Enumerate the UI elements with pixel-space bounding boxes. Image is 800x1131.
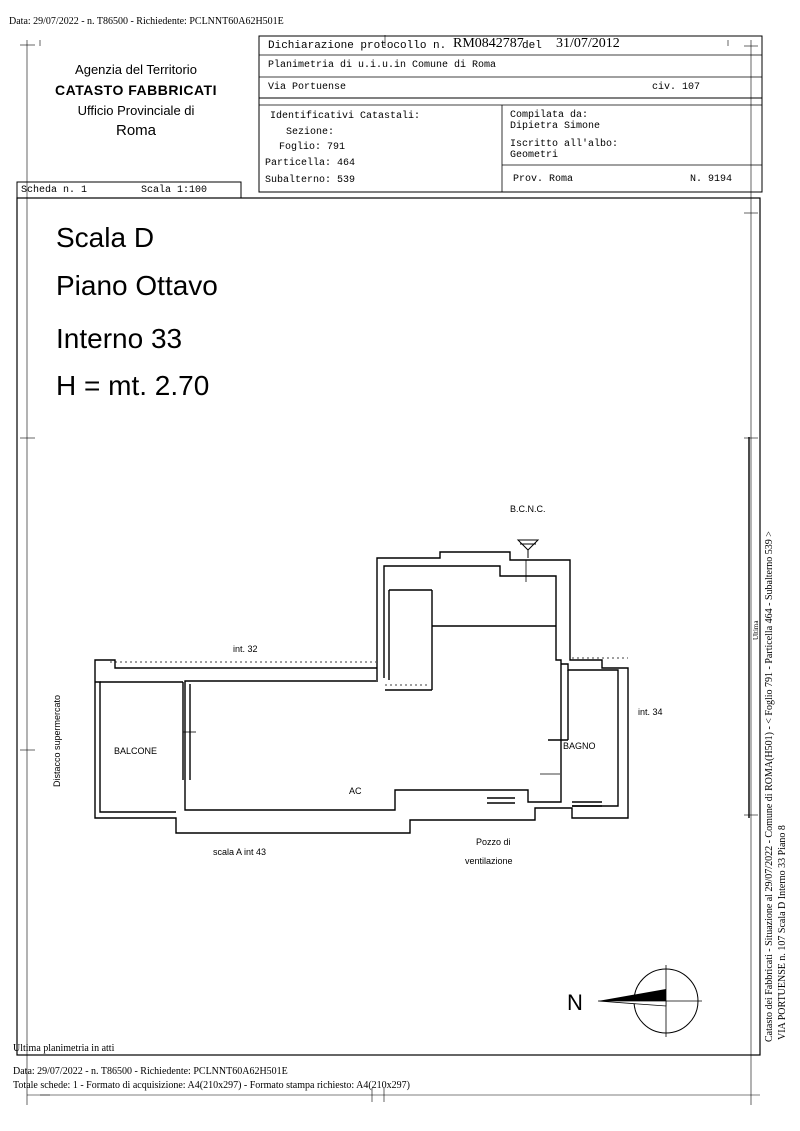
- sezione: Sezione:: [286, 127, 335, 138]
- foglio: Foglio: 791: [279, 142, 346, 153]
- footer-line1: Data: 29/07/2022 - n. T86500 - Richiedente: PCLNNT60A62H501E: [13, 1066, 288, 1077]
- declaration-label: Dichiarazione protocollo n.: [268, 40, 447, 52]
- north-label: N: [567, 990, 583, 1015]
- compiled-name: Dipietra Simone: [510, 121, 601, 132]
- province: Prov. Roma: [513, 174, 574, 185]
- label-bcnc: B.C.N.C.: [510, 504, 546, 514]
- side-marker: Ultima: [752, 620, 760, 640]
- street: Via Portuense: [268, 82, 347, 93]
- label-balcone: BALCONE: [114, 746, 158, 756]
- albo: Geometri: [510, 150, 559, 161]
- agency-city: Roma: [115, 122, 156, 139]
- declaration-protocol: RM0842787: [453, 36, 524, 51]
- planimetry-title: Planimetria di u.i.u.in Comune di Roma: [268, 60, 497, 71]
- heading-scala: Scala D: [56, 222, 155, 253]
- scheda-number: Scheda n. 1: [21, 185, 88, 196]
- subalterno: Subalterno: 539: [265, 175, 356, 186]
- north-compass: [598, 965, 702, 1037]
- heading-interno: Interno 33: [56, 323, 183, 354]
- agency-catasto: CATASTO FABBRICATI: [55, 82, 217, 98]
- declaration-date: 31/07/2012: [556, 36, 620, 51]
- scheda-scale: Scala 1:100: [141, 185, 208, 196]
- footer-line2: Totale schede: 1 - Formato di acquisizione: A4(210x297) - Formato stampa richiesto: A4(210x297): [13, 1080, 410, 1091]
- declaration-del: del: [522, 40, 542, 52]
- particella: Particella: 464: [265, 158, 356, 169]
- agency-office: Ufficio Provinciale di: [77, 103, 195, 118]
- label-pozzo-2: ventilazione: [465, 856, 513, 866]
- register-number: N. 9194: [690, 174, 733, 185]
- label-pozzo-1: Pozzo di: [476, 837, 511, 847]
- identifiers-title: Identificativi Catastali:: [270, 111, 421, 122]
- heading-height: H = mt. 2.70: [56, 370, 210, 401]
- label-int32: int. 32: [233, 644, 258, 654]
- label-distacco: Distacco supermercato: [52, 694, 62, 787]
- side-text-line2: VIA PORTUENSE n. 107 Scala D Interno 33 Piano 8: [777, 825, 788, 1040]
- compiled-label: Compilata da:: [510, 110, 589, 121]
- agency-name: Agenzia del Territorio: [75, 62, 197, 77]
- top-stamp: Data: 29/07/2022 - n. T86500 - Richiedente: PCLNNT60A62H501E: [9, 16, 284, 27]
- albo-label: Iscritto all'albo:: [510, 139, 619, 150]
- footer-ultima: Ultima planimetria in atti: [13, 1043, 115, 1054]
- label-int34: int. 34: [638, 707, 663, 717]
- label-ac: AC: [349, 786, 362, 796]
- label-bagno: BAGNO: [563, 741, 596, 751]
- side-text-line1: Catasto dei Fabbricati - Situazione al 29/07/2022 - Comune di ROMA(H501) - < Foglio 791 - Particella 464 - Subalterno 539 >: [764, 531, 775, 1042]
- heading-piano: Piano Ottavo: [56, 270, 218, 301]
- label-scala-a: scala A int 43: [213, 847, 267, 857]
- civic-number: civ. 107: [652, 82, 701, 93]
